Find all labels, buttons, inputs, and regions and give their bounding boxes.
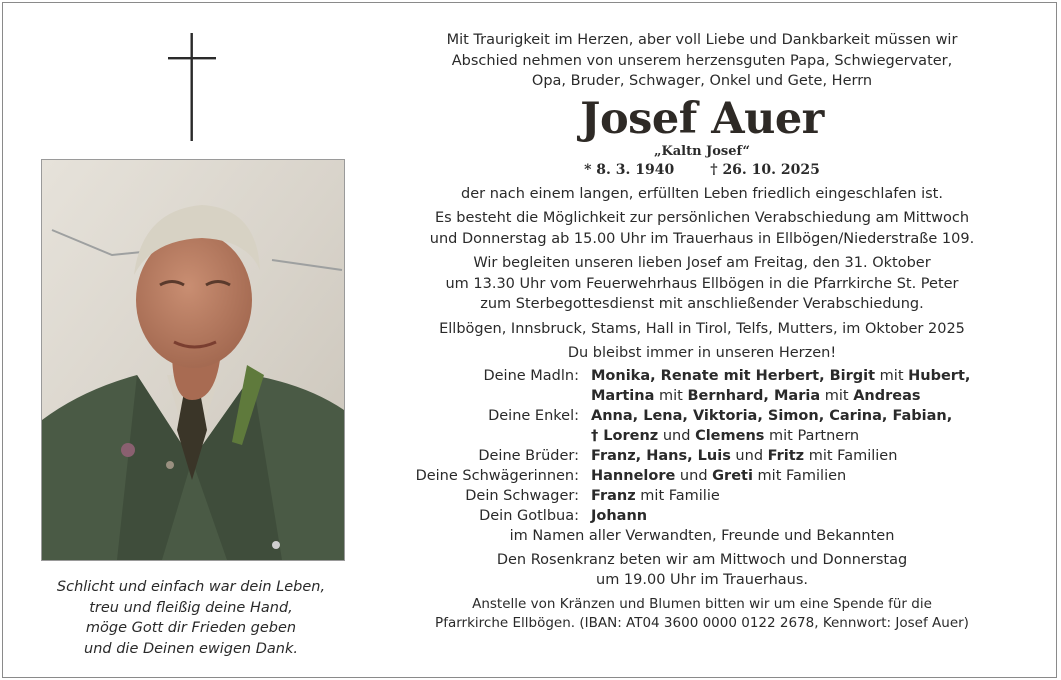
obituary-card xyxy=(2,2,1057,678)
death-date: † 26. 10. 2025 xyxy=(710,161,820,178)
family-row-enkel: Deine Enkel: Anna, Lena, Viktoria, Simon, Carina, Fabian, xyxy=(488,407,953,424)
obituary-text xyxy=(387,30,1017,633)
portrait-photo xyxy=(41,159,345,561)
family-row-gotlbua: Dein Gotlbua: Johann xyxy=(479,507,648,524)
motto: Du bleibst immer in unseren Herzen! xyxy=(567,345,837,361)
family-row-madln: Deine Madln: Monika, Renate mit Herbert, Birgit mit Hubert, xyxy=(483,367,971,384)
birth-date: * 8. 3. 1940 xyxy=(584,161,675,178)
family-row-brueder: Deine Brüder: Franz, Hans, Luis und Fritz mit Familien xyxy=(478,447,898,464)
intro-text: Mit Traurigkeit im Herzen, aber voll Liebe und Dankbarkeit müssen wir Abschied nehmen von unserem herzensguten Papa, Schwiegervater, Opa, Bruder, Schwager, Onkel und Gete, Herrn xyxy=(446,32,958,89)
funeral-text: Wir begleiten unseren lieben Josef am Freitag, den 31. Oktober um 13.30 Uhr vom Feuerwehrhaus Ellbögen in die Pfarrkirche St. Peter zum Sterbegottesdienst mit anschließender Verabschiedung. xyxy=(445,255,959,312)
passing-text: der nach einem langen, erfüllten Leben friedlich eingeschlafen ist. xyxy=(461,185,943,202)
cross-icon xyxy=(168,33,216,141)
relatives-line: im Namen aller Verwandten, Freunde und Bekannten xyxy=(509,527,895,544)
family-row-schwager: Dein Schwager: Franz mit Familie xyxy=(465,487,720,504)
poem-line: und die Deinen ewigen Dank. xyxy=(84,640,298,657)
nickname: „Kaltn Josef“ xyxy=(653,143,750,159)
family-row-madln-cont: Martina mit Bernhard, Maria mit Andreas xyxy=(591,387,921,404)
family-row-enkel-cont: † Lorenz und Clemens mit Partnern xyxy=(591,427,860,444)
memorial-poem xyxy=(23,577,359,659)
poem-line: möge Gott dir Frieden geben xyxy=(85,620,297,636)
rosary-text: Den Rosenkranz beten wir am Mittwoch und Donnerstag um 19.00 Uhr im Trauerhaus. xyxy=(496,551,908,588)
viewing-text: Es besteht die Möglichkeit zur persönlichen Verabschiedung am Mittwoch und Donnerstag ab 15.00 Uhr im Trauerhaus in Ellbögen/Niederstraße 109. xyxy=(429,210,975,247)
family-list xyxy=(387,366,1017,546)
poem-line: Schlicht und einfach war dein Leben, xyxy=(56,579,326,595)
deceased-name: Josef Auer xyxy=(580,93,824,144)
poem-line: treu und fleißig deine Hand, xyxy=(89,599,293,616)
family-row-schwaegerinnen: Deine Schwägerinnen: Hannelore und Greti mit Familien xyxy=(415,467,847,484)
life-dates xyxy=(387,160,1017,180)
place-date: Ellbögen, Innsbruck, Stams, Hall in Tirol, Telfs, Mutters, im Oktober 2025 xyxy=(439,320,965,337)
donation-text: Anstelle von Kränzen und Blumen bitten wir um eine Spende für die Pfarrkirche Ellbögen. (IBAN: AT04 3600 0000 0122 2678, Kennwort: Josef Auer) xyxy=(435,595,969,631)
